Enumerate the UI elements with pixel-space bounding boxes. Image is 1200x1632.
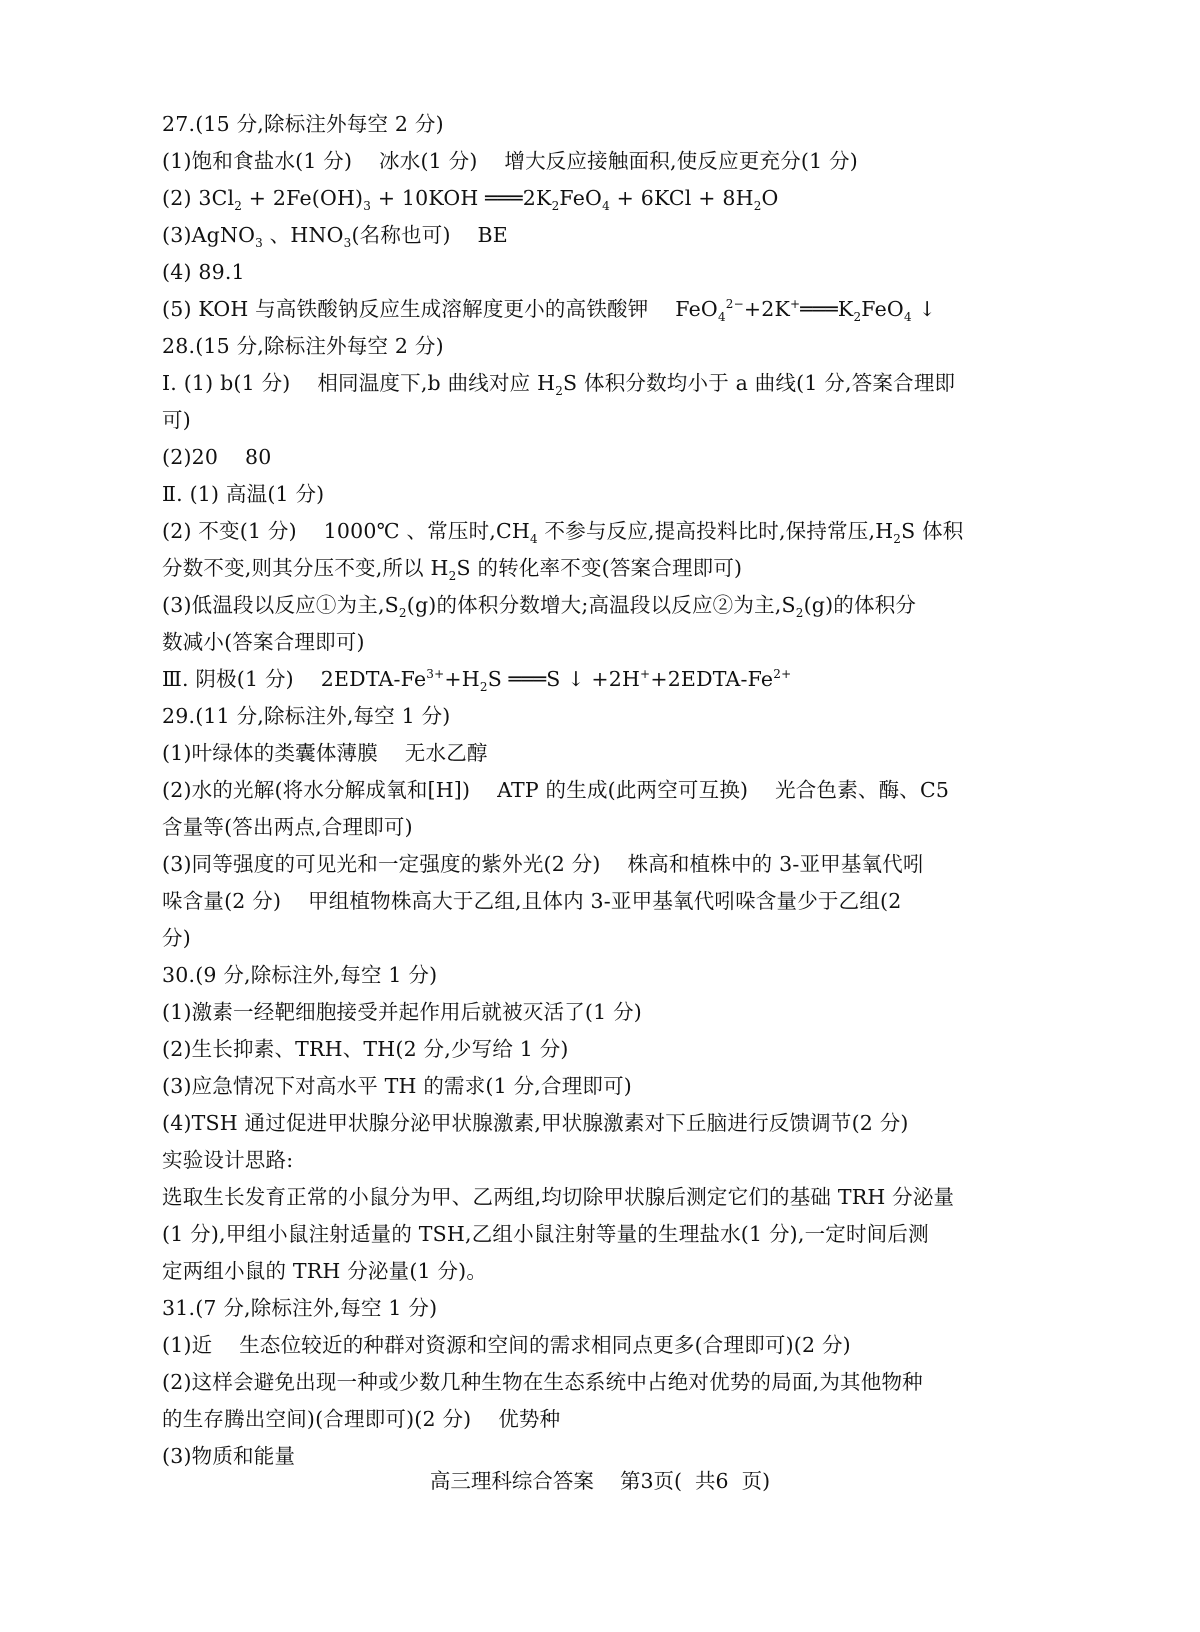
answer-line: (2) 不变(1 分) 1000℃ 、常压时$,CH_4$ 不参与反应,提高投料比时,保持常压$,H_2S$ 体积 [162, 519, 964, 547]
answer-line: 31.(7 分,除标注外,每空 1 分) [162, 1296, 438, 1320]
answer-line: 27.(15 分,除标注外每空 2 分) [162, 112, 444, 136]
answer-line: 29.(11 分,除标注外,每空 1 分) [162, 704, 451, 728]
answer-line: (3)低温段以反应①为主$,S_2(g)$的体积分数增大;高温段以反应②为主$,S_2(g)$的体积分 [162, 593, 917, 621]
answer-content [162, 106, 1062, 1475]
answer-line: (3)AgNO$_3$ 、$HNO_3$(名称也可) BE [162, 223, 508, 251]
answer-line: (4)TSH 通过促进甲状腺分泌甲状腺激素,甲状腺激素对下丘脑进行反馈调节(2 分) [162, 1111, 909, 1135]
answer-line: (3)同等强度的可见光和一定强度的紫外光(2 分) 株高和植株中的 3-亚甲基氧代吲 [162, 852, 924, 876]
answer-line: 30.(9 分,除标注外,每空 1 分) [162, 963, 438, 987]
answer-line: (1)叶绿体的类囊体薄膜 无水乙醇 [162, 741, 488, 765]
answer-line: (3)物质和能量 [162, 1444, 296, 1468]
answer-line: 28.(15 分,除标注外每空 2 分) [162, 334, 444, 358]
answer-line: (2)水的光解(将水分解成氧和[H]) ATP 的生成(此两空可互换) 光合色素、酶、C5 [162, 778, 950, 802]
answer-line: 实验设计思路: [162, 1148, 294, 1172]
answer-line: (2)20 80 [162, 445, 272, 469]
answer-line: (5) KOH 与高铁酸钠反应生成溶解度更小的高铁酸钾 $FeO_4^{2-}+2K^+═══K_2FeO_4$ ↓ [162, 297, 936, 325]
answer-line: 含量等(答出两点,合理即可) [162, 815, 413, 839]
answer-line: 可) [162, 408, 191, 432]
answer-line: I. (1) b(1 分) 相同温度下,b 曲线对应 $H_2S$ 体积分数均小于 a 曲线(1 分,答案合理即 [162, 371, 956, 399]
answer-line: 的生存腾出空间)(合理即可)(2 分) 优势种 [162, 1407, 561, 1431]
answer-line: Ⅱ. (1) 高温(1 分) [162, 482, 325, 506]
answer-line: (2)这样会避免出现一种或少数几种生物在生态系统中占绝对优势的局面,为其他物种 [162, 1370, 923, 1394]
answer-line: 定两组小鼠的 TRH 分泌量(1 分)。 [162, 1259, 488, 1283]
answer-line: (1 分),甲组小鼠注射适量的 TSH,乙组小鼠注射等量的生理盐水(1 分),一定时间后测 [162, 1222, 929, 1246]
answer-line: (2)生长抑素、TRH、TH(2 分,少写给 1 分) [162, 1037, 569, 1061]
answer-line: (1)饱和食盐水(1 分) 冰水(1 分) 增大反应接触面积,使反应更充分(1 分) [162, 149, 858, 173]
answer-line: 选取生长发育正常的小鼠分为甲、乙两组,均切除甲状腺后测定它们的基础 TRH 分泌量 [162, 1185, 955, 1209]
answer-line: Ⅲ. 阴极(1 分) $2EDTA-Fe^{3+}+H_2S$ ═══S ↓ $+2H^++2EDTA-Fe^{2+}$ [162, 667, 792, 695]
page-footer: 高三理科综合答案 第3页( 共6 页) [429, 1469, 771, 1493]
answer-line: (1)近 生态位较近的种群对资源和空间的需求相同点更多(合理即可)(2 分) [162, 1333, 851, 1357]
answer-line: (4) 89.1 [162, 260, 245, 284]
answer-line: 数减小(答案合理即可) [162, 630, 365, 654]
answer-line: (2) $3Cl_2 + 2Fe(OH)_3 + 10KOH$ $═══2K_2FeO_4 + 6KCl + 8H_2O$ [162, 186, 779, 214]
answer-line: (1)激素一经靶细胞接受并起作用后就被灭活了(1 分) [162, 1000, 642, 1024]
answer-line: 哚含量(2 分) 甲组植物株高大于乙组,且体内 3-亚甲基氧代吲哚含量少于乙组(2 [162, 889, 902, 913]
answer-line: (3)应急情况下对高水平 TH 的需求(1 分,合理即可) [162, 1074, 632, 1098]
answer-line: 分数不变,则其分压不变,所以 $H_2S$ 的转化率不变(答案合理即可) [162, 556, 743, 584]
answer-line: 分) [162, 926, 191, 950]
